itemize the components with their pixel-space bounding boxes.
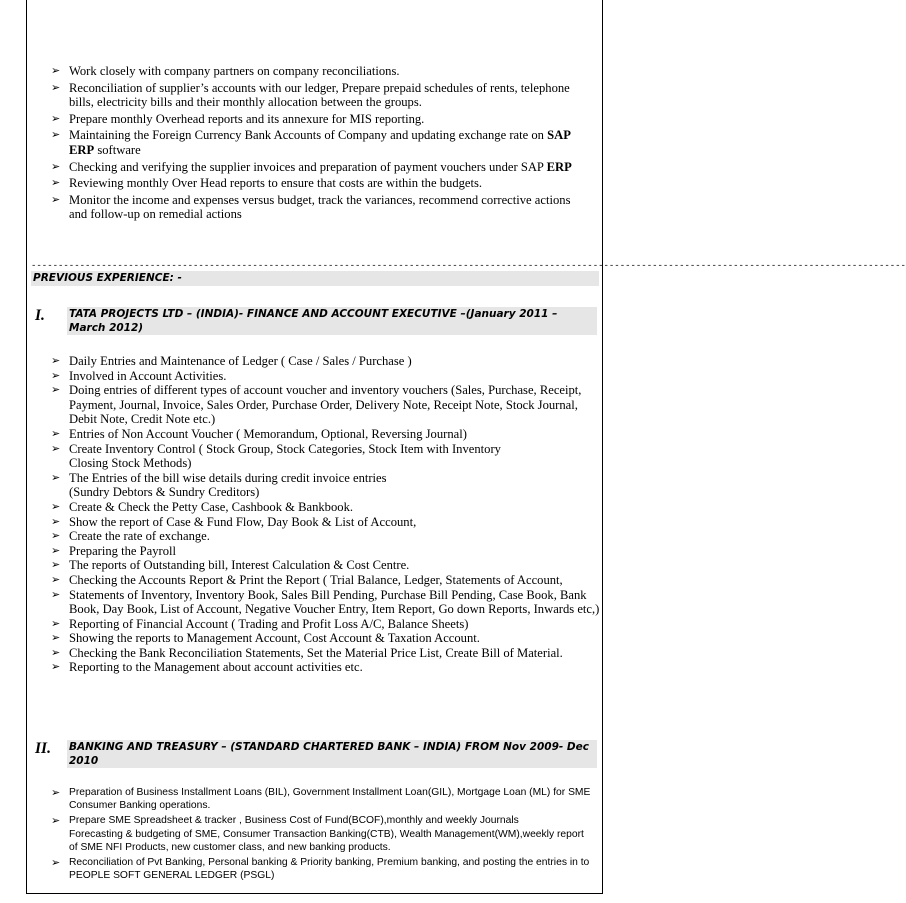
arrow-bullet-icon: ➢ <box>51 786 61 799</box>
list-item: ➢ Work closely with company partners on company reconciliations. <box>51 64 400 78</box>
list-item: ➢ The Entries of the bill wise details during credit invoice entries (Sundry Debtors & Sundry Creditors) <box>51 470 387 500</box>
list-item: ➢ Maintaining the Foreign Currency Bank Accounts of Company and updating exchange rate on SAP ERP software <box>51 128 571 157</box>
arrow-bullet-icon: ➢ <box>51 368 61 382</box>
job-1-bullet-list <box>27 354 601 675</box>
list-item: ➢ Reviewing monthly Over Head reports to ensure that costs are within the budgets. <box>51 176 483 191</box>
arrow-bullet-icon: ➢ <box>51 383 61 397</box>
arrow-bullet-icon: ➢ <box>51 192 61 206</box>
resume-page <box>26 0 906 894</box>
list-item: ➢ Preparation of Business Installment Loans (BIL), Government Installment Loan(GIL), Mortgage Loan (ML) for SME Consumer Banking operations. <box>51 786 591 812</box>
job-title: TATA PROJECTS LTD – (INDIA)- FINANCE AND ACCOUNT EXECUTIVE –(January 2011 – March 2012) <box>67 307 597 335</box>
arrow-bullet-icon: ➢ <box>51 441 61 455</box>
arrow-bullet-icon: ➢ <box>51 354 61 367</box>
section-divider: ------------------------------------------------------------------------------------------------------------------------------------------------------------------ <box>31 261 906 271</box>
arrow-bullet-icon: ➢ <box>51 645 61 659</box>
job-2-bullet-list <box>27 786 593 882</box>
list-item: ➢ Reconciliation of Pvt Banking, Personal banking & Priority banking, Premium banking, and posting the entries in to PEOPLE SOFT GENERAL LEDGER (PSGL) <box>51 856 590 882</box>
list-item: ➢ Doing entries of different types of account voucher and inventory vouchers (Sales, Purchase, Receipt, Payment, Journal, Invoice, Sales Order, Purchase Order, Delivery Note, Receipt Note, Stock Journal, Debit Note, Credit Note etc.) <box>51 383 582 427</box>
arrow-bullet-icon: ➢ <box>51 631 61 645</box>
list-item: ➢ Prepare SME Spreadsheet & tracker , Business Cost of Fund(BCOF),monthly and weekly Journals Forecasting & budgeting of SME, Consumer Transaction Banking(CTB), Wealth Management(WM),weekly report of SME NFI Products, new customer class, and new banking products. <box>51 814 584 853</box>
arrow-bullet-icon: ➢ <box>51 159 61 173</box>
arrow-bullet-icon: ➢ <box>51 814 61 828</box>
arrow-bullet-icon: ➢ <box>51 616 61 630</box>
list-item: ➢ Statements of Inventory, Inventory Book, Sales Bill Pending, Purchase Bill Pending, Case Book, Bank Book, Day Book, List of Account, Negative Voucher Entry, Item Report, Go down Reports, Inwards etc,) <box>51 587 600 617</box>
list-item: ➢ Show the report of Case & Fund Flow, Day Book & List of Account, <box>51 514 417 529</box>
list-item: ➢ Showing the reports to Management Account, Cost Account & Taxation Account. <box>51 631 480 646</box>
list-item: ➢ Reconciliation of supplier’s accounts with our ledger, Prepare prepaid schedules of rents, telephone bills, electricity bills and their monthly allocation between the groups. <box>51 80 570 110</box>
list-item: ➢ Create & Check the Petty Case, Cashbook & Bankbook. <box>51 499 354 514</box>
list-item: ➢ Checking the Accounts Report & Print the Report ( Trial Balance, Ledger, Statements of Account, <box>51 572 563 587</box>
arrow-bullet-icon: ➢ <box>51 514 61 528</box>
list-item: ➢ Create the rate of exchange. <box>51 529 210 544</box>
arrow-bullet-icon: ➢ <box>51 856 61 870</box>
arrow-bullet-icon: ➢ <box>51 660 61 674</box>
arrow-bullet-icon: ➢ <box>51 80 61 94</box>
job-heading-1 <box>31 307 597 335</box>
list-item: ➢ Reporting of Financial Account ( Trading and Profit Loss A/C, Balance Sheets) <box>51 616 469 631</box>
top-bullet-list <box>27 64 587 222</box>
arrow-bullet-icon: ➢ <box>51 529 61 543</box>
arrow-bullet-icon: ➢ <box>51 558 61 572</box>
arrow-bullet-icon: ➢ <box>51 111 61 125</box>
arrow-bullet-icon: ➢ <box>51 543 61 557</box>
job-number: I. <box>35 307 45 324</box>
arrow-bullet-icon: ➢ <box>51 176 61 190</box>
list-item: ➢ Preparing the Payroll <box>51 543 177 558</box>
list-item: ➢ Entries of Non Account Voucher ( Memorandum, Optional, Reversing Journal) <box>51 426 467 441</box>
list-item: ➢ Daily Entries and Maintenance of Ledger ( Case / Sales / Purchase ) <box>51 354 412 368</box>
section-heading: PREVIOUS EXPERIENCE: - <box>31 271 599 286</box>
arrow-bullet-icon: ➢ <box>51 587 61 601</box>
arrow-bullet-icon: ➢ <box>51 499 61 513</box>
list-item: ➢ Prepare monthly Overhead reports and its annexure for MIS reporting. <box>51 111 425 126</box>
list-item: ➢ Involved in Account Activities. <box>51 368 227 383</box>
list-item: ➢ Monitor the income and expenses versus budget, track the variances, recommend corrective actions and follow-up on remedial actions <box>51 192 571 222</box>
arrow-bullet-icon: ➢ <box>51 426 61 440</box>
job-number: II. <box>35 740 51 757</box>
list-item: ➢ Checking the Bank Reconciliation Statements, Set the Material Price List, Create Bill of Material. <box>51 645 563 660</box>
list-item: ➢ Checking and verifying the supplier invoices and preparation of payment vouchers under SAP ERP <box>51 159 572 174</box>
job-heading-2 <box>31 740 597 768</box>
arrow-bullet-icon: ➢ <box>51 128 61 142</box>
arrow-bullet-icon: ➢ <box>51 572 61 586</box>
list-item: ➢ Create Inventory Control ( Stock Group, Stock Categories, Stock Item with Inventory Closing Stock Methods) <box>51 441 501 471</box>
list-item: ➢ The reports of Outstanding bill, Interest Calculation & Cost Centre. <box>51 558 410 573</box>
job-title: BANKING AND TREASURY – (STANDARD CHARTERED BANK – INDIA) FROM Nov 2009- Dec 2010 <box>67 740 597 768</box>
list-item: ➢ Reporting to the Management about account activities etc. <box>51 660 363 675</box>
arrow-bullet-icon: ➢ <box>51 64 61 77</box>
arrow-bullet-icon: ➢ <box>51 470 61 484</box>
